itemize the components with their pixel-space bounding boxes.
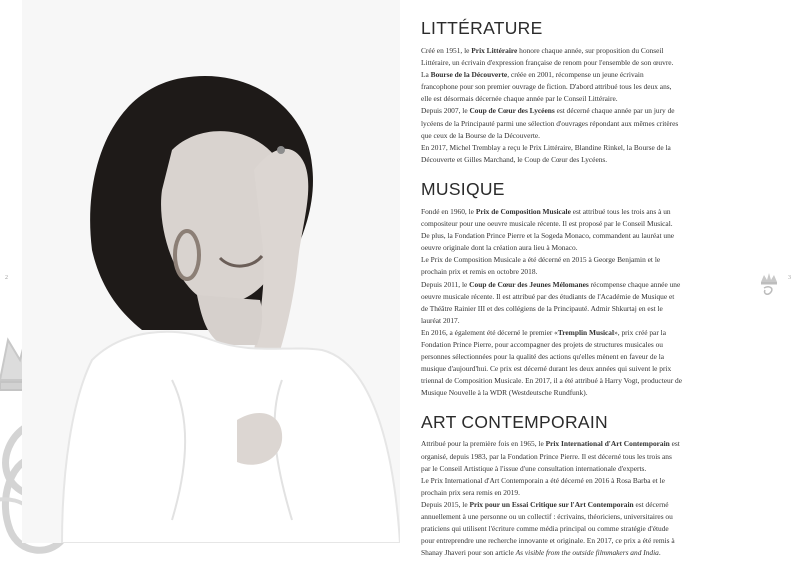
paragraph: Fondé en 1960, le Prix de Composition Musicale est attribué tous les trois ans à un compositeur pour une oeuvre musicale récente. Il est proposé par le Conseil Musical. De plus, la Fondation Prince Pierre et la Sogeda Monaco, commandent au lauréat une oeuvre originale dont la création aura lieu à Monaco. (421, 206, 675, 253)
paragraph: Créé en 1951, le Prix Littéraire honore chaque année, sur proposition du Conseil Littéraire, un écrivain d'expression française de renom pour l'ensemble de son œuvre. (421, 46, 674, 68)
paragraph: La Bourse de la Découverte, créée en 2001, récompense un jeune écrivain francophone pour son premier ouvrage de fiction. D'abord attribué tous les deux ans, elle est désormais décernée chaque année par le Conseil Littéraire. (421, 70, 672, 104)
paragraph: En 2017, Michel Tremblay a reçu le Prix Littéraire, Blandine Rinkel, la Bourse de la Découverte et Gilles Marchand, le Coup de Cœur des Lycéens. (421, 142, 671, 164)
right-page (400, 0, 800, 565)
section-title: ART CONTEMPORAIN (421, 412, 608, 433)
section-art-contemporain (421, 412, 682, 559)
text-column (421, 18, 682, 572)
paragraph: Depuis 2015, le Prix pour un Essai Critique sur l'Art Contemporain est décerné annuellement à une personne ou un collectif : écrivains, théoriciens, universitaires ou praticiens qui utilisent l'écriture comme média principal ou comme stratégie d'étude pour entreprendre une recherche innovante et originale. En 2017, ce prix a été remis à Shanay Jhaveri pour son article As visible from the outside filmmakers and India. (421, 499, 675, 558)
paragraph: Le Prix de Composition Musicale a été décerné en 2015 à George Benjamin et le prochain prix et remis en octobre 2018. (421, 255, 661, 277)
section-litterature (421, 18, 682, 166)
paragraph: Le Prix International d'Art Contemporain a été décerné en 2016 à Rosa Barba et le prochain prix sera remis en 2019. (421, 475, 665, 497)
crown-crest-icon (759, 272, 779, 303)
section-musique (421, 179, 682, 400)
section-title: LITTÉRATURE (421, 18, 543, 38)
paragraph: En 2016, a également été décerné le premier «Tremplin Musical», prix créé par la Fondation Prince Pierre, pour accompagner des projets de structures musicales ou personnes sélectionnées pour la qualité des actions qu'elles mènent en faveur de la musique d'aujourd'hui. Ce prix est décerné durant les deux années qui suivent le prix triennal de Composition Musicale. En 2017, il a été attribué à Harry Vogt, producteur de Musique Nouvelle à la WDR (Westdeutsche Rundfunk). (421, 327, 683, 398)
paragraph: Attribué pour la première fois en 1965, le Prix International d'Art Contemporain est organisé, depuis 1983, par la Fondation Prince Pierre. Il est décerné tous les trois ans par le Conseil Artistique à l'issue d'une consultation internationale d'experts. (421, 439, 680, 473)
page-number-right: 3 (788, 275, 791, 281)
left-page (0, 0, 400, 565)
paragraph: Depuis 2011, le Coup de Cœur des Jeunes Mélomanes récompense chaque année une oeuvre musicale récente. Il est attribué par des étudiants de l'Académie de Musique et de Théâtre Rainier III et des collégiens de la Principauté. Admir Shkurtaj en est le lauréat 2017. (421, 279, 681, 325)
page-number-left: 2 (5, 275, 8, 281)
portrait-photo (22, 0, 400, 543)
paragraph: Depuis 2007, le Coup de Cœur des Lycéens est décerné chaque année par un jury de lycéens de la Principauté parmi une sélection d'ouvrages répondant aux mêmes critères que ceux de la Bourse de la Découverte. (421, 106, 679, 140)
section-title: MUSIQUE (421, 178, 505, 199)
